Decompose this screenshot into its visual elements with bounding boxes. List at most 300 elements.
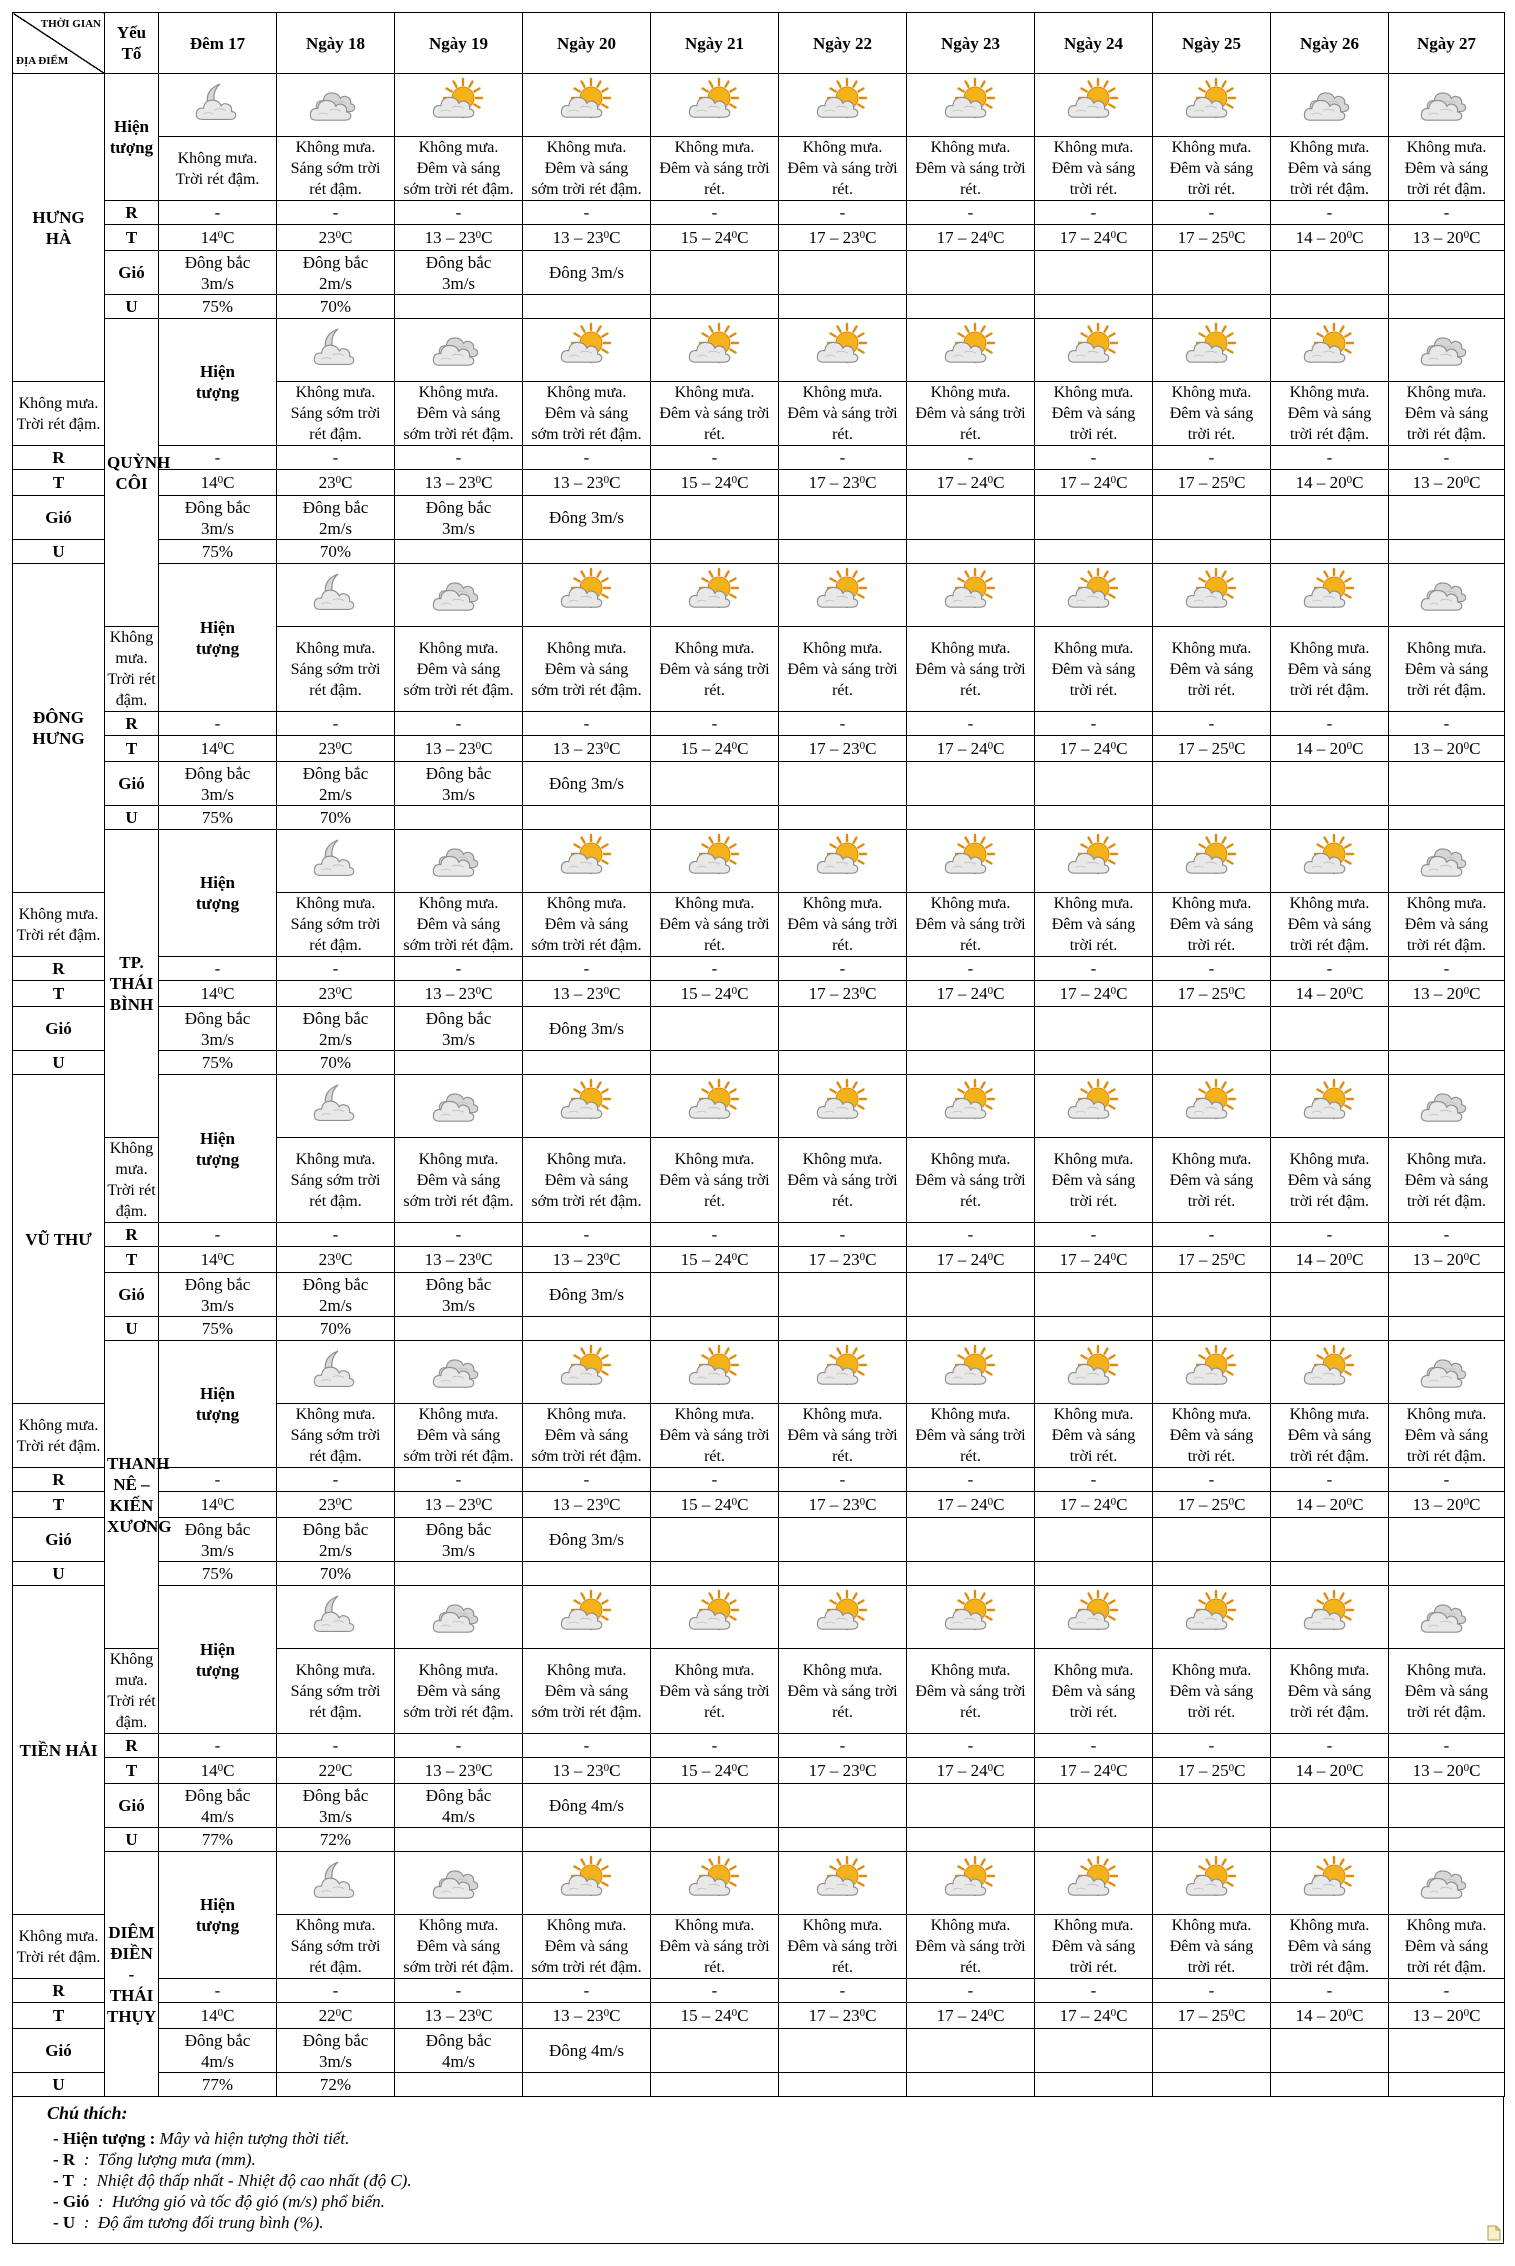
moon-cloud-icon: [308, 1858, 364, 1908]
cloud-icon: [1419, 570, 1475, 620]
weather-description-line: rét.: [704, 426, 725, 443]
weather-description-line: Đêm và sáng: [1404, 405, 1489, 422]
humidity-value: [159, 806, 277, 830]
weather-description-line: Đêm và sáng: [544, 1938, 629, 1955]
header-row: [13, 13, 1505, 74]
sun-cloud-icon: [1184, 1858, 1240, 1908]
humidity-value: [651, 2073, 779, 2097]
humidity-label-text: U: [125, 808, 138, 827]
degree-mark: 0: [859, 2007, 866, 2019]
wind-value-line: Đông 3m/s: [548, 1530, 625, 1549]
temperature-label-text: T: [52, 2006, 65, 2025]
rain-value: [779, 1979, 907, 2003]
humidity-value: [651, 1828, 779, 1852]
temperature-value: [1389, 1758, 1505, 1784]
weather-description-line: rét.: [704, 1448, 725, 1465]
wind-value-line: Đông bắc: [425, 497, 492, 517]
temperature-value: [159, 1758, 277, 1784]
temperature-range: 13 – 20: [1412, 228, 1464, 247]
temperature-unit: C: [1352, 984, 1364, 1003]
location-name: [105, 830, 159, 1138]
weather-description-line: Đêm và sáng trời: [659, 1682, 770, 1700]
weather-description-line: Không mưa.: [18, 905, 99, 923]
weather-icon-cell: [1271, 1586, 1389, 1649]
temperature-label-text: T: [125, 1761, 138, 1780]
rain-value: [779, 1223, 907, 1247]
weather-description: [523, 627, 651, 712]
rain-value-text: -: [1326, 1470, 1333, 1489]
humidity-value: [523, 295, 651, 319]
wind-value: [779, 496, 907, 540]
rain-value-text: -: [839, 1225, 846, 1244]
location-name-line: VŨ THƯ: [25, 1229, 92, 1249]
weather-description: [1153, 893, 1271, 957]
weather-description: [1035, 382, 1153, 446]
weather-icon-cell: [907, 1586, 1035, 1649]
degree-mark: 0: [1346, 1251, 1353, 1263]
weather-icon-cell: [651, 74, 779, 137]
weather-icon-cell: [159, 74, 277, 137]
temperature-value: [651, 1758, 779, 1784]
weather-description-line: trời rét đậm.: [1289, 1703, 1370, 1721]
sun-cloud-icon: [559, 325, 615, 375]
rain-value-text: -: [839, 1470, 846, 1489]
temperature-range: 14 – 20: [1295, 739, 1347, 758]
wind-value-line: Đông bắc: [425, 1008, 492, 1028]
weather-description: [907, 1649, 1035, 1734]
wind-label-text: Gió: [118, 1796, 145, 1815]
temperature-unit: C: [223, 1761, 235, 1780]
wind-value: [907, 1518, 1035, 1562]
rain-label: [13, 957, 105, 981]
temperature-unit: C: [737, 1761, 749, 1780]
rain-value-text: -: [583, 959, 590, 978]
wind-value: [1035, 1007, 1153, 1051]
temperature-unit: C: [993, 2006, 1005, 2025]
phenomenon-label-line: Hiện: [200, 1895, 235, 1914]
weather-description-line: trời rét đậm.: [1289, 681, 1370, 699]
wind-value: [1271, 762, 1389, 806]
temperature-unit: C: [1469, 2006, 1481, 2025]
temperature-range: 13 – 23: [552, 2006, 604, 2025]
humidity-label-text: U: [125, 1830, 138, 1849]
weather-description-line: Không mưa.: [1171, 639, 1252, 657]
rain-value-text: -: [214, 203, 221, 222]
rain-value: [159, 446, 277, 470]
temperature-value: [1389, 736, 1505, 762]
wind-value-line: 3m/s: [200, 1295, 235, 1315]
weather-icon-cell: [1389, 564, 1505, 627]
wind-value-line: Đông bắc: [302, 1519, 369, 1539]
temperature-value: [1389, 2003, 1505, 2029]
rain-value-text: -: [1090, 1981, 1097, 2000]
weather-description-line: Đêm và sáng: [1169, 1171, 1254, 1189]
temperature-row: [13, 736, 1505, 762]
weather-description: [523, 1138, 651, 1223]
weather-description-line: Đêm và sáng: [416, 1427, 501, 1444]
rain-value: [651, 957, 779, 981]
note-key: - Gió: [53, 2192, 90, 2211]
temperature-unit: C: [609, 984, 621, 1003]
weather-icon-cell: [1035, 319, 1153, 382]
temperature-value: [395, 736, 523, 762]
wind-value: [651, 1518, 779, 1562]
degree-mark: 0: [475, 1496, 482, 1508]
wind-value: [1035, 762, 1153, 806]
weather-description: [1153, 1404, 1271, 1468]
humidity-value: [779, 1828, 907, 1852]
forecast-document: [12, 12, 1504, 2244]
rain-value: [277, 201, 395, 225]
day-header: [651, 13, 779, 74]
temperature-value: [523, 470, 651, 496]
weather-description-line: rét đậm.: [309, 1703, 362, 1721]
wind-value-line: 3m/s: [200, 273, 235, 293]
temperature-range: 17 – 25: [1177, 228, 1229, 247]
weather-description: [651, 1404, 779, 1468]
rain-label: [105, 712, 159, 736]
wind-value: [523, 496, 651, 540]
weather-description-line: Đêm và sáng: [416, 660, 501, 678]
weather-icon-cell: [651, 830, 779, 893]
wind-value-line: 3m/s: [441, 1029, 476, 1049]
temperature-value: [159, 225, 277, 251]
weather-description-line: Không mưa.: [1406, 639, 1487, 657]
rain-row: [13, 1223, 1505, 1247]
wind-value: [779, 1273, 907, 1317]
sun-cloud-icon: [559, 1592, 615, 1642]
degree-mark: 0: [731, 474, 738, 486]
temperature-value: [907, 470, 1035, 496]
degree-mark: 0: [1228, 1251, 1235, 1263]
sun-cloud-icon: [815, 80, 871, 130]
rain-value: [523, 1468, 651, 1492]
weather-description-line: Không mưa.: [1289, 384, 1370, 401]
cloud-icon: [1419, 1592, 1475, 1642]
temperature-unit: C: [1352, 1495, 1364, 1514]
rain-value: [159, 1223, 277, 1247]
temperature-value: [277, 1758, 395, 1784]
phenomenon-icon-row: [13, 830, 1505, 893]
weather-icon-cell: [277, 1852, 395, 1915]
weather-icon-cell: [1271, 319, 1389, 382]
location-name-line: CÔI: [115, 473, 148, 493]
wind-label: [13, 1007, 105, 1051]
humidity-label-text: U: [125, 297, 138, 316]
wind-value-line: Đông bắc: [302, 2030, 369, 2050]
rain-value-text: -: [1326, 448, 1333, 467]
wind-value-line: 2m/s: [318, 273, 353, 293]
humidity-label-text: U: [52, 1053, 65, 1072]
weather-description-line: Đêm và sáng trời: [915, 916, 1026, 933]
weather-description-line: Đêm và sáng: [1404, 1171, 1489, 1189]
rain-value-text: -: [967, 1981, 974, 2000]
rain-value-text: -: [967, 1736, 974, 1755]
wind-value: [907, 251, 1035, 295]
day-header: [159, 13, 277, 74]
temperature-unit: C: [1234, 1761, 1246, 1780]
wind-value-line: Đông bắc: [425, 1519, 492, 1539]
humidity-value-text: 75%: [201, 1564, 234, 1583]
degree-mark: 0: [217, 229, 224, 241]
temperature-unit: C: [737, 1495, 749, 1514]
day-header-label: Ngày 24: [1063, 33, 1124, 53]
cloud-icon: [431, 1347, 487, 1397]
wind-value-line: Đông bắc: [184, 1785, 251, 1805]
humidity-value: [1153, 1828, 1271, 1852]
weather-description-line: Trời rét đậm.: [16, 1948, 101, 1966]
rain-value: [159, 1734, 277, 1758]
weather-description-line: Đêm và sáng trời: [787, 1938, 898, 1955]
temperature-range: 13 – 23: [552, 1761, 604, 1780]
weather-description: [907, 137, 1035, 201]
weather-description-line: Không mưa.: [930, 1150, 1011, 1168]
degree-mark: 0: [859, 229, 866, 241]
weather-description-line: trời rét đậm.: [1289, 181, 1370, 198]
humidity-value: [277, 2073, 395, 2097]
weather-icon-cell: [1153, 830, 1271, 893]
weather-description-line: Không mưa.: [546, 1917, 627, 1934]
wind-value: [1153, 1273, 1271, 1317]
weather-icon-cell: [1153, 74, 1271, 137]
weather-description-line: trời rét.: [1069, 1959, 1118, 1976]
wind-value-line: Đông bắc: [302, 252, 369, 272]
weather-description-line: Đêm và sáng trời: [659, 1938, 770, 1955]
weather-description-line: rét.: [960, 1703, 981, 1721]
rain-value: [779, 1734, 907, 1758]
humidity-value-text: 75%: [201, 297, 234, 316]
corner-place-label: ĐỊA ĐIỂM: [16, 55, 69, 67]
wind-value: [159, 1007, 277, 1051]
temperature-unit: C: [737, 739, 749, 758]
rain-value-text: -: [455, 203, 462, 222]
humidity-value-text: 77%: [201, 2075, 234, 2094]
rain-value-text: -: [332, 1470, 339, 1489]
rain-value: [159, 1979, 277, 2003]
humidity-value: [907, 1562, 1035, 1586]
weather-description-line: Không mưa.: [1289, 1661, 1370, 1679]
rain-value: [1389, 712, 1505, 736]
temperature-value: [651, 981, 779, 1007]
degree-mark: 0: [1463, 1251, 1470, 1263]
day-header-label: Ngày 21: [684, 33, 745, 53]
weather-description: [395, 1649, 523, 1734]
temperature-unit: C: [1116, 1495, 1128, 1514]
rain-value: [779, 446, 907, 470]
humidity-value-text: 70%: [319, 1053, 352, 1072]
weather-description-line: trời rét.: [1069, 1192, 1118, 1210]
temperature-value: [277, 736, 395, 762]
humidity-value: [907, 1317, 1035, 1341]
weather-description-line: Không mưa.: [418, 1661, 499, 1679]
wind-value: [277, 1518, 395, 1562]
weather-description: [277, 1915, 395, 1979]
weather-icon-cell: [1153, 319, 1271, 382]
temperature-value: [395, 2003, 523, 2029]
humidity-value-text: 72%: [319, 2075, 352, 2094]
rain-value-text: -: [1443, 1736, 1450, 1755]
rain-value-text: -: [583, 203, 590, 222]
rain-value-text: -: [711, 1225, 718, 1244]
weather-description-line: sớm trời rét đậm.: [403, 1448, 514, 1465]
temperature-range: 14 – 20: [1295, 1250, 1347, 1269]
wind-value: [1271, 2029, 1389, 2073]
temperature-unit: C: [481, 984, 493, 1003]
weather-description-line: rét.: [960, 426, 981, 443]
temperature-range: 13 – 23: [424, 1761, 476, 1780]
wind-value-line: Đông bắc: [425, 1785, 492, 1805]
note-text: : Hướng gió và tốc độ gió (m/s) phổ biến.: [89, 2192, 385, 2211]
wind-value-line: Đông bắc: [425, 1274, 492, 1294]
humidity-value: [1153, 540, 1271, 564]
weather-icon-cell: [779, 1075, 907, 1138]
location-name-line: THÁI: [109, 974, 154, 993]
humidity-value: [651, 1051, 779, 1075]
weather-description: [651, 1138, 779, 1223]
sun-cloud-icon: [1184, 570, 1240, 620]
temperature-unit: C: [609, 473, 621, 492]
phenomenon-label: [159, 830, 277, 957]
wind-value-line: Đông bắc: [425, 2030, 492, 2050]
phenomenon-desc-row: [13, 137, 1505, 201]
temperature-value: [779, 470, 907, 496]
rain-value: [1389, 1223, 1505, 1247]
rain-row: [13, 201, 1505, 225]
temperature-unit: C: [223, 739, 235, 758]
humidity-value: [907, 295, 1035, 319]
temperature-value: [395, 1492, 523, 1518]
temperature-value: [277, 981, 395, 1007]
temperature-range: 17 – 23: [808, 984, 860, 1003]
weather-description-line: rét.: [960, 937, 981, 954]
weather-description-line: Không mưa.: [418, 895, 499, 912]
weather-description-line: Không mưa.: [1289, 1150, 1370, 1168]
phenomenon-label-line: tượng: [195, 1405, 240, 1424]
weather-description-line: Đêm và sáng: [1287, 1938, 1372, 1955]
rain-value: [277, 1734, 395, 1758]
humidity-value: [1271, 1317, 1389, 1341]
temperature-range: 22: [318, 1761, 336, 1780]
humidity-value: [395, 540, 523, 564]
weather-description-line: Không mưa.: [802, 1661, 883, 1679]
weather-description-line: Không mưa.: [295, 384, 376, 401]
wind-value-line: Đông 3m/s: [548, 508, 625, 527]
humidity-value-text: 70%: [319, 1319, 352, 1338]
weather-description-line: Trời rét đậm.: [107, 671, 156, 709]
wind-value-line: 4m/s: [441, 2051, 476, 2071]
rain-value-text: -: [967, 203, 974, 222]
day-header-label: Ngày 20: [556, 33, 617, 53]
rain-value: [651, 446, 779, 470]
phenomenon-label: [159, 1586, 277, 1734]
wind-value: [523, 2029, 651, 2073]
temperature-range: 17 – 24: [1059, 473, 1111, 492]
rain-label: [13, 1468, 105, 1492]
temperature-value: [779, 225, 907, 251]
temperature-unit: C: [865, 228, 877, 247]
rain-value-text: -: [1090, 714, 1097, 733]
weather-description-line: Đêm và sáng trời: [659, 160, 770, 177]
weather-description: [651, 893, 779, 957]
wind-value: [159, 1273, 277, 1317]
rain-value-text: -: [1208, 959, 1215, 978]
humidity-value: [1153, 1051, 1271, 1075]
temperature-unit: C: [993, 739, 1005, 758]
weather-description: [1389, 1404, 1505, 1468]
temperature-unit: C: [737, 2006, 749, 2025]
temperature-row: [13, 470, 1505, 496]
rain-value-text: -: [1208, 448, 1215, 467]
phenomenon-label-line: tượng: [195, 383, 240, 402]
temperature-value: [1153, 736, 1271, 762]
temperature-range: 13 – 20: [1412, 739, 1464, 758]
note-key: - R: [53, 2150, 76, 2169]
weather-description-line: Không mưa.: [546, 1150, 627, 1168]
humidity-value: [1389, 2073, 1505, 2097]
weather-description-line: Không mưa.: [1053, 639, 1134, 657]
weather-description-line: Đêm và sáng trời: [915, 405, 1026, 422]
temperature-unit: C: [223, 473, 235, 492]
wind-row: [13, 1784, 1505, 1828]
humidity-row: [13, 806, 1505, 830]
degree-mark: 0: [1346, 985, 1353, 997]
sun-cloud-icon: [1066, 570, 1122, 620]
weather-description-line: Không mưa.: [418, 139, 499, 156]
weather-description: [523, 893, 651, 957]
temperature-range: 13 – 23: [552, 739, 604, 758]
rain-value-text: -: [332, 959, 339, 978]
wind-value-line: 3m/s: [200, 784, 235, 804]
weather-description-line: rét.: [832, 1703, 853, 1721]
rain-value-text: -: [583, 1470, 590, 1489]
weather-description: [1389, 137, 1505, 201]
degree-mark: 0: [475, 229, 482, 241]
wind-value: [523, 1784, 651, 1828]
humidity-value: [523, 1051, 651, 1075]
humidity-label: [105, 1828, 159, 1852]
rain-value-text: -: [332, 448, 339, 467]
temperature-unit: C: [993, 1761, 1005, 1780]
humidity-value: [159, 2073, 277, 2097]
wind-value-line: Đông 3m/s: [548, 1019, 625, 1038]
weather-icon-cell: [395, 1586, 523, 1649]
weather-description-line: Đêm và sáng: [1169, 405, 1254, 422]
weather-description-line: trời rét đậm.: [1289, 1448, 1370, 1465]
temperature-range: 13 – 23: [552, 1495, 604, 1514]
rain-value: [1389, 1734, 1505, 1758]
sun-cloud-icon: [1066, 325, 1122, 375]
weather-description-line: trời rét.: [1069, 1448, 1118, 1465]
rain-value: [779, 712, 907, 736]
humidity-value: [1153, 295, 1271, 319]
degree-mark: 0: [1110, 474, 1117, 486]
rain-value-text: -: [1443, 714, 1450, 733]
weather-description-line: Không mưa.: [546, 139, 627, 156]
weather-description: [1389, 1138, 1505, 1223]
weather-description-line: Không mưa.: [802, 895, 883, 912]
weather-icon-cell: [907, 830, 1035, 893]
temperature-range: 14 – 20: [1295, 984, 1347, 1003]
rain-value-text: -: [583, 714, 590, 733]
temperature-unit: C: [1116, 1250, 1128, 1269]
wind-value-line: Đông bắc: [184, 1519, 251, 1539]
temperature-value: [907, 1247, 1035, 1273]
wind-label: [13, 496, 105, 540]
rain-value: [907, 1734, 1035, 1758]
temperature-value: [651, 736, 779, 762]
weather-description-line: Không mưa.: [802, 639, 883, 657]
humidity-value: [159, 295, 277, 319]
